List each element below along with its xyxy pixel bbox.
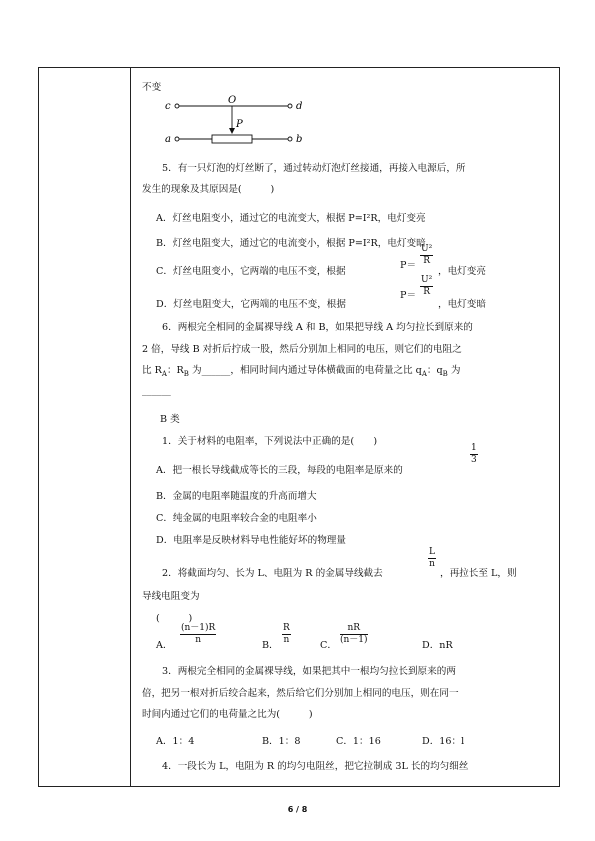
b1-frac-den: 3 [471, 455, 477, 465]
q5-option-a: A．灯丝电阻变小，通过它的电流变大，根据 P=I²R，电灯变亮 [156, 213, 426, 224]
q5-d-formula-fraction [420, 275, 433, 298]
b2-a-num: (n－1)R [181, 623, 216, 633]
q5-stem-line1: 5．有一只灯泡的灯丝断了，通过转动灯泡灯丝接通，再接入电源后，所 [162, 163, 466, 174]
q6-sub-qa: A [421, 369, 427, 378]
q6-ratio-colon: ：R [166, 365, 184, 376]
slide-rheostat-diagram [162, 94, 322, 150]
q5-option-b: B．灯丝电阻变大，通过它的电流变小，根据 P=I²R，电灯变暗 [156, 238, 426, 249]
terminal-d-label: d [296, 101, 303, 112]
q5-d-formula-lhs: P＝ [400, 290, 417, 301]
q6-line3 [142, 362, 460, 378]
b2-option-b-label: B． [262, 640, 279, 651]
q5-option-d-text: D．灯丝电阻变大，它两端的电压不变，根据 [156, 299, 346, 310]
b1-stem: 1．关于材料的电阻率，下列说法中正确的是( ) [162, 436, 378, 447]
b2-option-a-label: A． [156, 640, 173, 651]
b1-option-b: B．金属的电阻率随温度的升高而增大 [156, 491, 317, 502]
b1-option-d: D．电阻率是反映材料导电性能好坏的物理量 [156, 535, 346, 546]
terminal-c-label: c [165, 101, 171, 112]
q5-d-formula-num: U² [421, 275, 433, 285]
q6-ratio-r: 比 R [142, 365, 162, 376]
q6-line3-end: 为 [447, 365, 461, 376]
b1-option-a: A．把一根长导线截成等长的三段，每段的电阻率是原来的 [156, 465, 403, 476]
b3-option-a: A．1：4 [156, 736, 195, 747]
b2-stem-line2: 导线电阻变为 [142, 591, 200, 602]
b2-option-c-fraction [340, 623, 368, 646]
b2-stem-fraction [428, 547, 436, 570]
b2-option-c-label: C． [320, 640, 337, 651]
b2-stem-pre: 2．将截面均匀、长为 L、电阻为 R 的金属导线截去 [162, 568, 383, 579]
q6-answer-blank: ______ [142, 385, 171, 396]
terminal-b-label: b [296, 134, 303, 145]
b2-b-num: R [283, 623, 290, 633]
b2-option-a-fraction [180, 623, 216, 646]
b2-c-num: nR [340, 623, 368, 635]
q6-sub-b: B [183, 369, 189, 378]
node-o-label: O [228, 95, 237, 106]
b2-stem-post: ，再拉长至 L，则 [440, 568, 517, 579]
q6-charge-colon: ：q [426, 365, 443, 376]
table-frame [38, 67, 560, 787]
q6-sub-qb: B [442, 369, 448, 378]
q5-stem-line2: 发生的现象及其原因是( ) [142, 184, 275, 195]
b1-option-c: C．纯金属的电阻率较合金的电阻率小 [156, 513, 317, 524]
b2-frac-num: L [429, 547, 435, 557]
q5-c-formula-lhs: P＝ [400, 260, 417, 271]
q6-ratio-text: 为______，相同时间内通过导体横截面的电荷量之比 q [188, 365, 422, 376]
b2-a-den: n [195, 635, 202, 645]
table-column-divider [130, 67, 131, 787]
slider-p-label: P [236, 119, 243, 130]
q5-option-c-tail: ，电灯变亮 [438, 266, 486, 277]
q5-c-formula-den: R [423, 256, 430, 266]
b1-option-a-fraction [470, 443, 478, 466]
b3-option-d: D．16：l [422, 736, 465, 747]
b3-option-c: C．1：16 [336, 736, 381, 747]
q5-d-formula-den: R [423, 287, 430, 297]
q5-c-formula-num: U² [421, 244, 433, 254]
b3-line2: 倍，把另一根对折后绞合起来，然后给它们分别加上相同的电压，则在同一 [142, 688, 459, 699]
b4-line1: 4．一段长为 L，电阻为 R 的均匀电阻丝，把它拉制成 3L 长的均匀细丝 [162, 761, 469, 772]
q5-option-d [156, 296, 346, 310]
b2-frac-den: n [429, 559, 435, 569]
top-text: 不变 [142, 82, 162, 93]
page-number: 6 / 8 [287, 805, 308, 814]
q5-option-c-text: C．灯丝电阻变小，它两端的电压不变，根据 [156, 266, 346, 277]
b1-frac-num: 1 [471, 443, 477, 453]
section-b-title: B 类 [160, 414, 180, 425]
b3-line3: 时间内通过它们的电荷量之比为( ) [142, 709, 313, 720]
b2-option-b-fraction [282, 623, 291, 646]
terminal-a-label: a [165, 134, 171, 145]
q5-c-formula-fraction [420, 244, 433, 267]
q6-line2: 2 倍，导线 B 对折后拧成一股，然后分别加上相同的电压，则它们的电阻之 [142, 344, 462, 355]
b2-option-d: D．nR [422, 640, 453, 651]
b3-option-b: B．1：8 [262, 736, 301, 747]
b2-paren: ( ) [156, 613, 193, 624]
q6-line1: 6．两根完全相同的金属裸导线 A 和 B，如果把导线 A 均匀拉长到原来的 [162, 322, 473, 333]
b2-b-den: n [283, 635, 290, 645]
q5-option-d-tail: ，电灯变暗 [438, 299, 486, 310]
q6-sub-a: A [161, 369, 167, 378]
b2-c-den: (n－1) [340, 635, 368, 645]
b3-line1: 3．两根完全相同的金属裸导线，如果把其中一根均匀拉长到原来的两 [162, 666, 456, 677]
q5-option-c [156, 263, 346, 277]
